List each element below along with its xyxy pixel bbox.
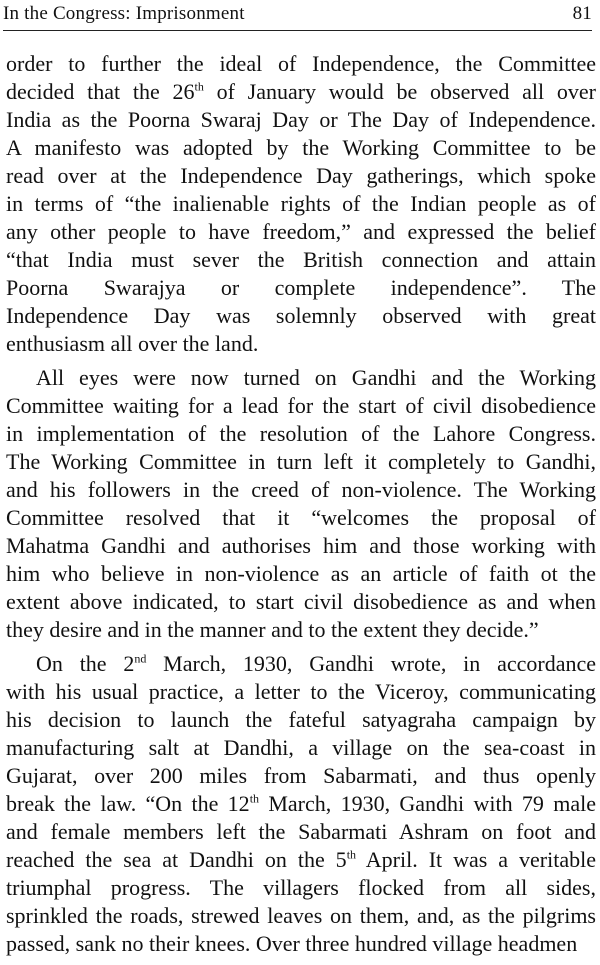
running-title: In the Congress: Imprisonment	[3, 3, 245, 24]
text-line: his decision to launch the fateful satyagraha campaign by	[6, 707, 596, 732]
text-line: they desire and in the manner and to the extent they decide.”	[6, 617, 539, 642]
text-line: with his usual practice, a letter to the Viceroy, communicating	[6, 679, 596, 704]
text-line: Independence Day was solemnly observed with great	[6, 303, 596, 328]
text-line: enthusiasm all over the land.	[6, 331, 259, 356]
text-line: extent above indicated, to start civil disobedience as and when	[6, 589, 596, 614]
text-line: any other people to have freedom,” and expressed the belief	[6, 219, 596, 244]
text-line: break the law. “On the 12th March, 1930, Gandhi with 79 male	[6, 791, 596, 816]
text-line: Mahatma Gandhi and authorises him and those working with	[6, 533, 596, 558]
text-line: Gujarat, over 200 miles from Sabarmati, and thus openly	[6, 763, 596, 788]
text-line: manufacturing salt at Dandhi, a village on the sea-coast in	[6, 735, 596, 760]
text-line: Committee resolved that it “welcomes the proposal of	[6, 505, 596, 530]
text-line: and his followers in the creed of non-violence. The Working	[6, 477, 596, 502]
paragraph	[6, 364, 596, 644]
text-line: The Working Committee in turn left it completely to Gandhi,	[6, 449, 596, 474]
text-line: passed, sank no their knees. Over three hundred village headmen	[6, 931, 578, 956]
page-number: 81	[572, 3, 592, 24]
text-line: India as the Poorna Swaraj Day or The Day of Independence.	[6, 107, 596, 132]
text-line: All eyes were now turned on Gandhi and the Working	[36, 365, 596, 390]
text-line: reached the sea at Dandhi on the 5th April. It was a veritable	[6, 847, 596, 872]
text-line: A manifesto was adopted by the Working Committee to be	[6, 135, 596, 160]
text-line: “that India must sever the British connection and attain	[6, 247, 596, 272]
running-header	[3, 2, 592, 31]
text-line: in implementation of the resolution of the Lahore Congress.	[6, 421, 596, 446]
paragraph	[6, 650, 596, 958]
text-line: On the 2nd March, 1930, Gandhi wrote, in accordance	[36, 651, 596, 676]
text-line: and female members left the Sabarmati Ashram on foot and	[6, 819, 596, 844]
text-line: sprinkled the roads, strewed leaves on them, and, as the pilgrims	[6, 903, 596, 928]
text-line: decided that the 26th of January would be observed all over	[6, 79, 596, 104]
paragraph	[6, 50, 596, 358]
text-line: Committee waiting for a lead for the start of civil disobedience	[6, 393, 596, 418]
text-line: triumphal progress. The villagers flocked from all sides,	[6, 875, 596, 900]
body-text	[6, 50, 596, 964]
text-line: order to further the ideal of Independence, the Committee	[6, 51, 596, 76]
text-line: him who believe in non-violence as an article of faith ot the	[6, 561, 596, 586]
text-line: in terms of “the inalienable rights of the Indian people as of	[6, 191, 596, 216]
text-line: Poorna Swarajya or complete independence”. The	[6, 275, 596, 300]
text-line: read over at the Independence Day gatherings, which spoke	[6, 163, 596, 188]
